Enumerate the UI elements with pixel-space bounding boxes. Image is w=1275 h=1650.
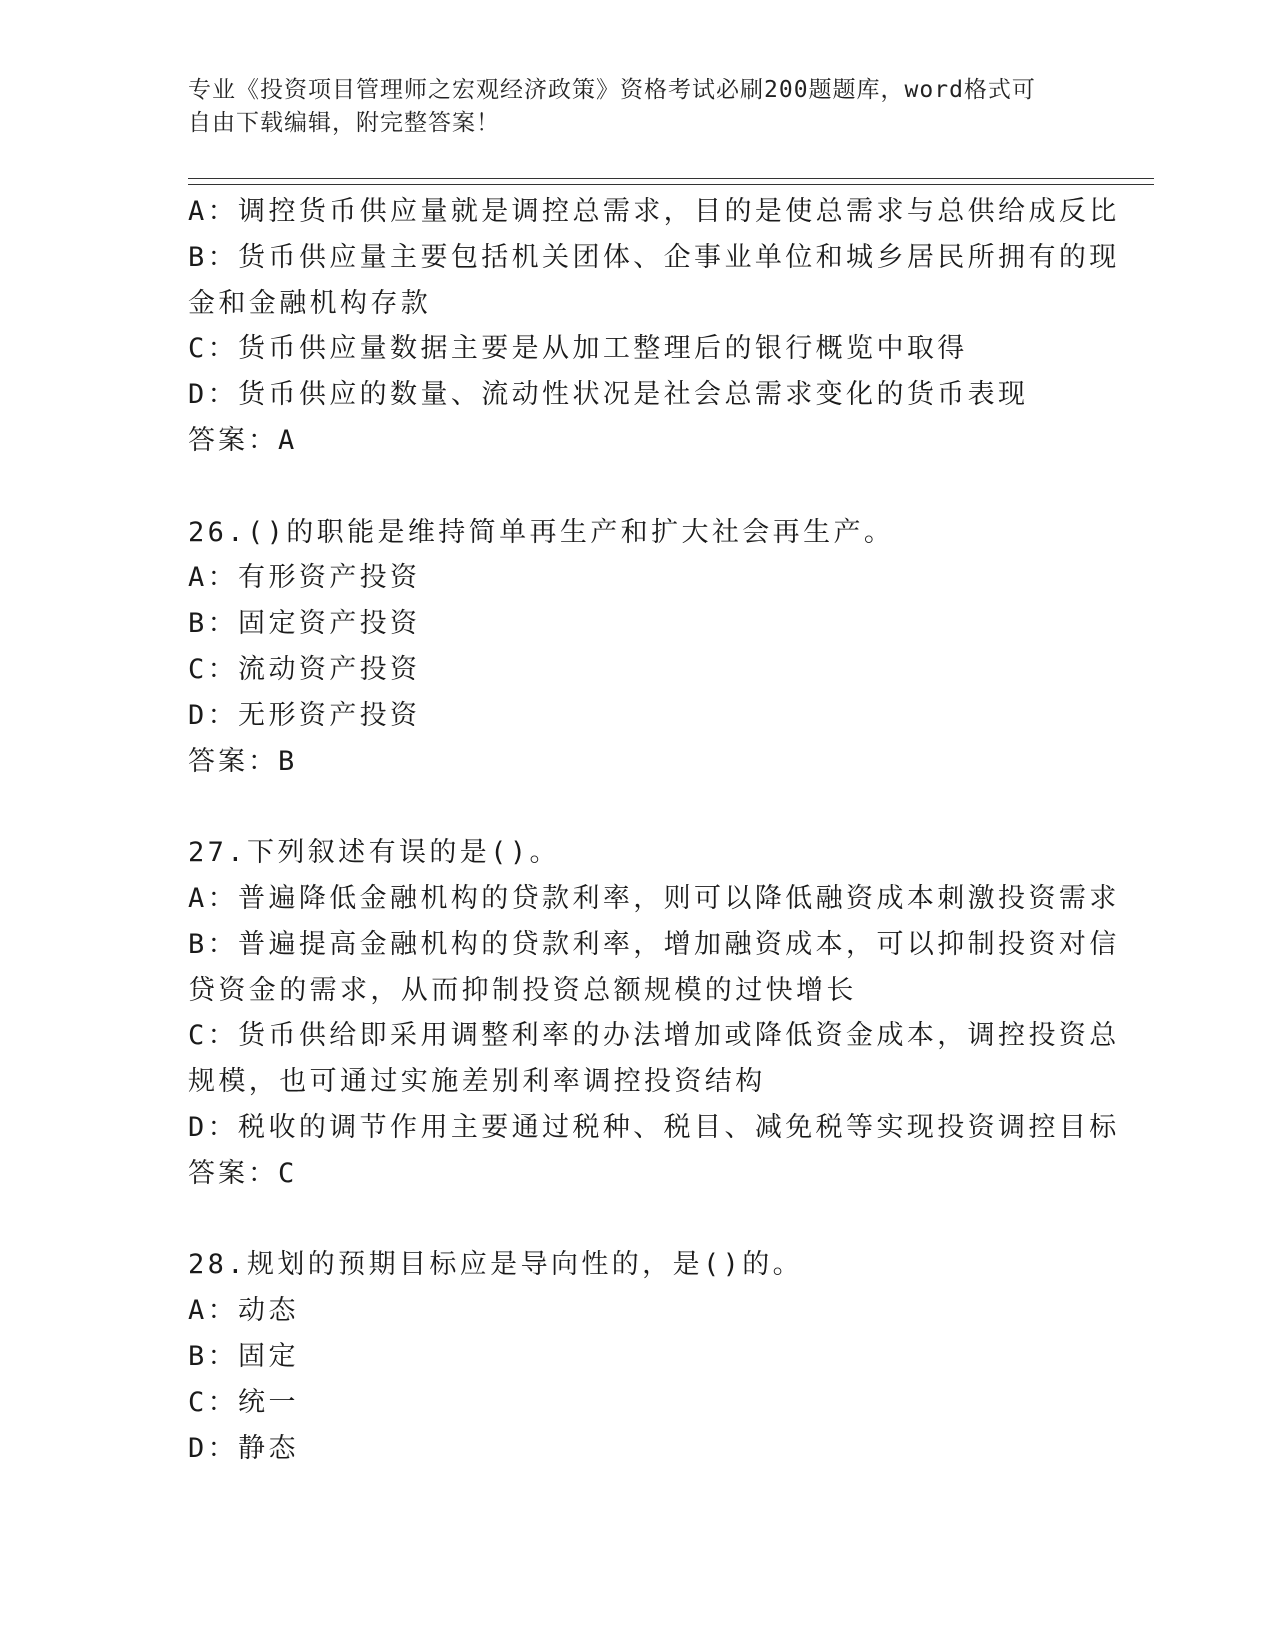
question-text: 26.()的职能是维持简单再生产和扩大社会再生产。 — [188, 516, 895, 548]
option-c: C：统一 — [188, 1386, 299, 1418]
header-line-1: 专业《投资项目管理师之宏观经济政策》资格考试必刷200题题库，word格式可 — [188, 77, 1036, 103]
question-text: 27.下列叙述有误的是()。 — [188, 837, 560, 869]
question-block-25 — [188, 189, 1120, 464]
option-b: B：固定资产投资 — [188, 608, 421, 640]
option-d: D：无形资产投资 — [188, 699, 421, 731]
option-c: C：流动资产投资 — [188, 653, 421, 685]
option-b-continued: 贷资金的需求，从而抑制投资总额规模的过快增长 — [188, 974, 857, 1006]
option-d: D：静态 — [188, 1432, 299, 1464]
question-block-27 — [188, 830, 1120, 1196]
option-a: A：普遍降低金融机构的贷款利率，则可以降低融资成本刺激投资需求 — [188, 882, 1120, 914]
option-b: B：货币供应量主要包括机关团体、企事业单位和城乡居民所拥有的现 — [188, 241, 1120, 273]
option-c: C：货币供应量数据主要是从加工整理后的银行概览中取得 — [188, 333, 968, 365]
spacer — [188, 784, 1088, 830]
option-d: D：货币供应的数量、流动性状况是社会总需求变化的货币表现 — [188, 379, 1029, 411]
option-b: B：普遍提高金融机构的贷款利率，增加融资成本，可以抑制投资对信 — [188, 928, 1120, 960]
spacer — [188, 1197, 1088, 1243]
header-divider-top — [188, 178, 1154, 179]
document-header — [188, 74, 1068, 140]
option-c: C：货币供给即采用调整利率的办法增加或降低资金成本，调控投资总 — [188, 1020, 1120, 1052]
option-b-continued: 金和金融机构存款 — [188, 287, 432, 319]
question-list — [188, 189, 1120, 1471]
question-block-26 — [188, 510, 1088, 785]
header-line-2: 自由下载编辑，附完整答案！ — [188, 110, 500, 136]
option-d: D：税收的调节作用主要通过税种、税目、减免税等实现投资调控目标 — [188, 1111, 1120, 1143]
option-c-continued: 规模，也可通过实施差别利率调控投资结构 — [188, 1066, 766, 1098]
answer: 答案：B — [188, 745, 298, 777]
spacer — [188, 464, 1088, 510]
option-a: A：有形资产投资 — [188, 562, 421, 594]
header-divider-bottom — [188, 184, 1154, 185]
option-b: B：固定 — [188, 1340, 299, 1372]
option-a: A：动态 — [188, 1295, 299, 1327]
answer: 答案：C — [188, 1157, 298, 1189]
question-text: 28.规划的预期目标应是导向性的，是()的。 — [188, 1249, 804, 1281]
option-a: A：调控货币供应量就是调控总需求，目的是使总需求与总供给成反比 — [188, 196, 1120, 227]
question-block-28 — [188, 1242, 1088, 1471]
answer: 答案：A — [188, 424, 298, 456]
